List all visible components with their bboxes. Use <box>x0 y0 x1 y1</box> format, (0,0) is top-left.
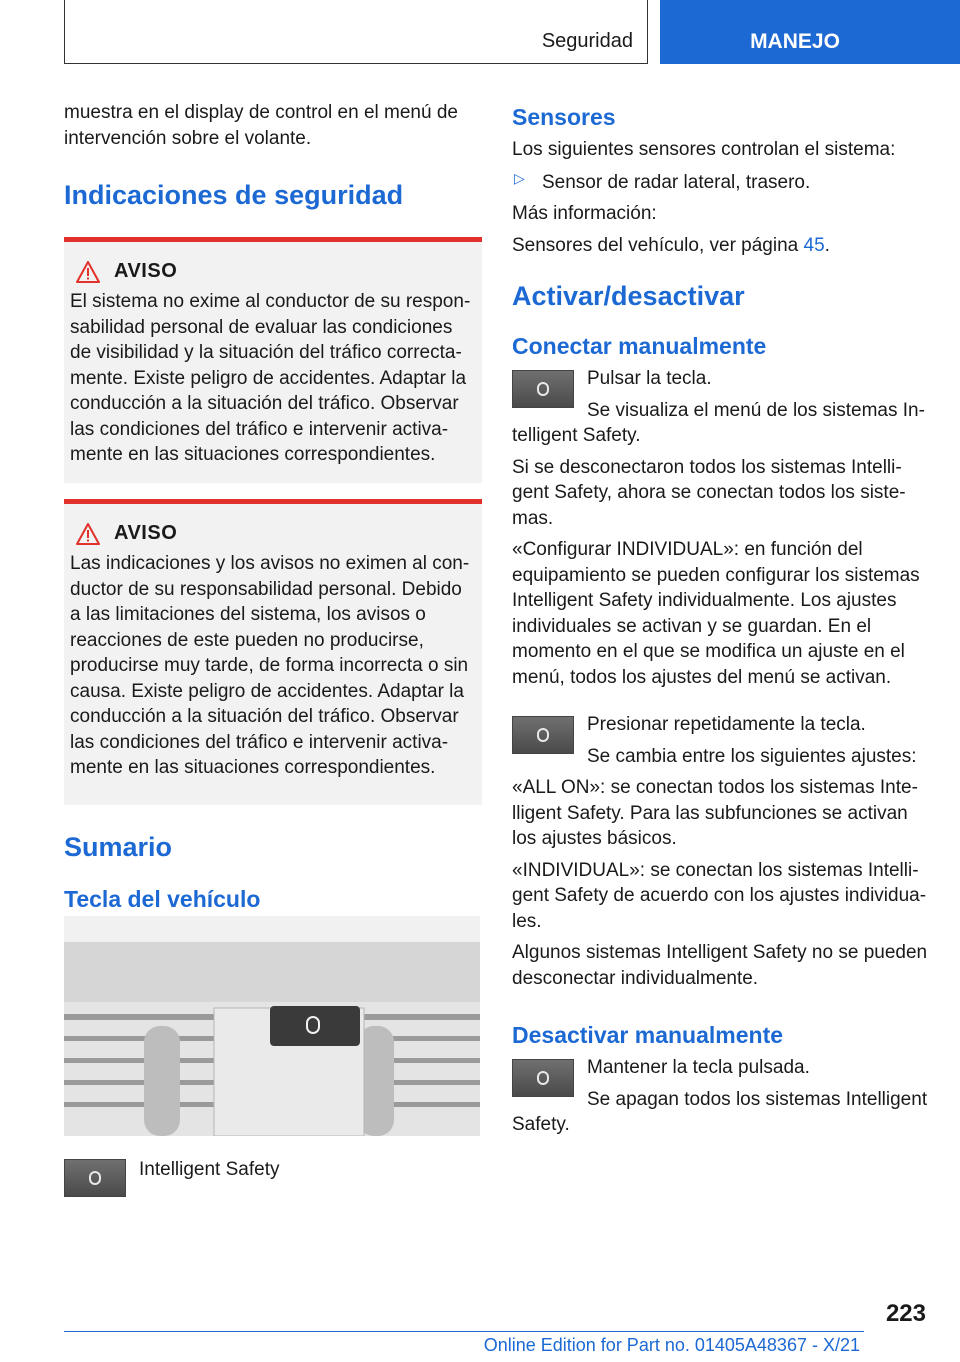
page-number: 223 <box>885 1300 926 1327</box>
warning-triangle-icon <box>76 523 100 545</box>
heading-sensors: Sensores <box>512 104 616 130</box>
intelligent-safety-button-icon <box>512 1059 574 1097</box>
connect-press-text: Pulsar la tecla. <box>587 368 712 389</box>
repeat-key-row <box>512 712 930 769</box>
connect-key-row <box>512 366 930 423</box>
heading-deactivate: Desactivar manualmente <box>512 1022 784 1048</box>
connect-paragraph-1: Si se desconectaron todos los sistemas Intelligent Safety, ahora se conectan todos los sistemas. <box>512 456 906 529</box>
hold-result-text-b: Safety. <box>512 1114 570 1135</box>
sensors-intro: Los siguientes sensores controlan el sistema: <box>512 139 896 160</box>
connect-menu-text-b: telligent Safety. <box>512 425 641 446</box>
dashboard-photo-illustration <box>64 916 480 1136</box>
heading-summary: Sumario <box>64 832 173 862</box>
heading-activate: Activar/desactivar <box>512 281 745 311</box>
intelligent-safety-button-icon <box>512 716 574 754</box>
connect-menu-text-a: Se visualiza el menú de los sistemas In- <box>587 399 925 421</box>
intro-text: muestra en el display de control en el menú de intervención sobre el volante. <box>64 102 458 149</box>
footer-divider <box>64 1331 864 1332</box>
hold-result-text-a: Se apagan todos los sistemas Intelligent <box>587 1088 928 1110</box>
vehicle-button-photo <box>64 916 480 1136</box>
warning-label-1: AVISO <box>114 260 178 282</box>
warning-text-1: El sistema no exime al conductor de su responsabilidad personal de evaluar las condiciones de visibilidad y la situación del tráfico correctamente. Existe peligro de accidentes. Adaptar la conducción a la situación del tráfico. Observar las condiciones del tráfico e intervenir activamente en las situaciones correspondientes. <box>70 291 471 465</box>
bullet-triangle-icon: ▷ <box>514 169 525 186</box>
header-chapter-tab <box>660 0 960 64</box>
right-column <box>512 100 930 1138</box>
intelligent-safety-button-icon <box>64 1159 126 1197</box>
header-section-title: Seguridad <box>541 30 633 52</box>
individual-text: «INDIVIDUAL»: se conectan los sistemas Intelligent Safety de acuerdo con los ajustes individuales. <box>512 859 927 932</box>
sensor-list-item <box>512 170 930 196</box>
intelligent-safety-button-icon <box>512 370 574 408</box>
repeat-switch-text: Se cambia entre los siguientes ajustes: <box>587 745 917 767</box>
heading-connect: Conectar manualmente <box>512 333 767 359</box>
warning-triangle-icon <box>76 261 100 283</box>
sensor-item-text: Sensor de radar lateral, trasero. <box>542 171 811 193</box>
hold-press-text: Mantener la tecla pulsada. <box>587 1057 810 1078</box>
header-chapter-title: MANEJO <box>750 30 840 53</box>
heading-safety: Indicaciones de seguridad <box>64 180 404 210</box>
sensors-reference: Sensores del vehículo, ver página 45. <box>512 234 830 256</box>
repeat-press-text: Presionar repetidamente la tecla. <box>587 714 866 735</box>
connect-paragraph-2: «Configurar INDIVIDUAL»: en función del equipamiento se pueden configurar los sistemas Intelligent Safety individualmente. Los ajustes individuales se activan y se guardan. En el momento en el que se modifica un ajuste en el menú, todos los ajustes del menú se activan. <box>512 539 920 688</box>
warning-text-2: Las indicaciones y los avisos no eximen al conductor de su responsabilidad personal. Debido a las limitaciones del sistema, los avisos o reacciones de este pueden no producirse, producirse muy tarde, de forma incorrecta o sin causa. Existe peligro de accidentes. Adaptar la conducción a la situación del tráfico. Observar las condiciones del tráfico e intervenir activamente en las situaciones correspondientes. <box>70 553 470 778</box>
deactivate-key-row <box>512 1055 930 1112</box>
warning-label-2: AVISO <box>114 522 178 544</box>
header-section-box <box>64 0 648 64</box>
warning-box-1 <box>64 237 482 483</box>
footer-edition: Online Edition for Part no. 01405A48367 - X/21 <box>483 1335 860 1355</box>
page-link[interactable]: 45 <box>803 234 825 256</box>
warning-box-2 <box>64 499 482 805</box>
left-column <box>64 100 482 913</box>
key-row <box>64 1157 482 1183</box>
key-label: Intelligent Safety <box>139 1159 280 1180</box>
more-info-text: Más información: <box>512 203 657 224</box>
all-on-text: «ALL ON»: se conectan todos los sistemas Intelligent Safety. Para las subfunciones se activan los ajustes básicos. <box>512 777 918 849</box>
heading-key: Tecla del vehículo <box>64 886 261 912</box>
some-systems-text: Algunos sistemas Intelligent Safety no se pueden desconectar individualmente. <box>512 942 928 989</box>
